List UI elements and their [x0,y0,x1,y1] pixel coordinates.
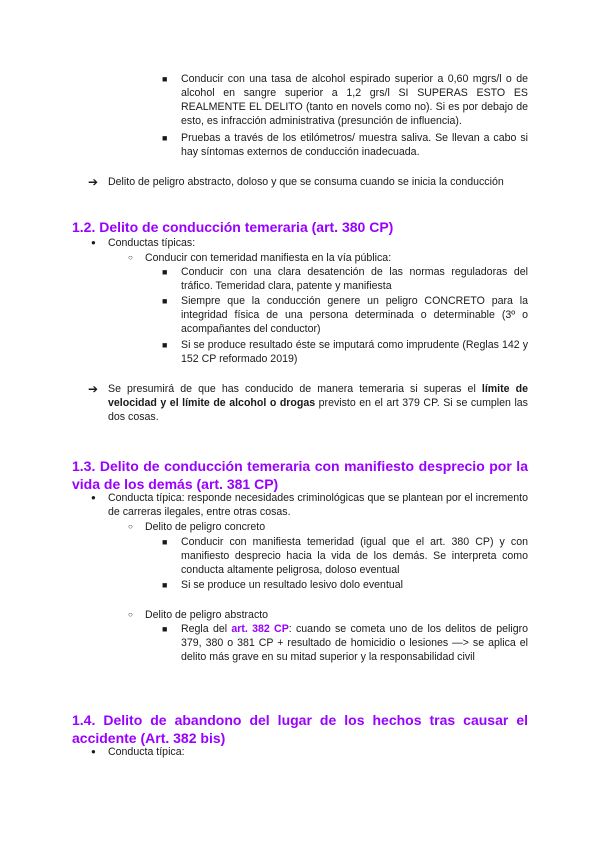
square-bullet-icon: ■ [162,267,168,277]
conducta-tipica-381: Conducta típica: responde necesidades criminológicas que se plantean por el incremento de carreras ilegales, entre otras cosas. [108,492,528,518]
circle-bullet-icon: ○ [128,522,133,531]
sub-temeridad: Conducir con temeridad manifiesta en la vía pública: [145,252,392,264]
list-item-alcohol-rate: Conducir con una tasa de alcohol espirado superior a 0,60 mgrs/l o de alcohol en sangre superior a 1,2 grs/l SI SUPERAS ESTO ES REALMENTE EL DELITO (tanto en novels como no). Si es por debajo de esto, es infracción administrativa (presunción de influencia). [181,73,528,127]
disc-bullet-icon: ● [91,238,96,247]
square-bullet-icon: ■ [162,624,168,634]
list-item-peligro-concreto: Siempre que la conducción genere un peligro CONCRETO para la integridad física de una persona determinada o determinable (3º o acompañantes del conductor) [181,295,528,335]
square-bullet-icon: ■ [162,74,168,84]
article-382-reference: art. 382 CP [231,623,289,635]
heading-1-3: 1.3. Delito de conducción temeraria con manifiesto desprecio por la vida de los demás (art. 381 CP) [72,458,528,492]
disc-bullet-icon: ● [91,493,96,502]
square-bullet-icon: ■ [162,296,168,306]
heading-1-4: 1.4. Delito de abandono del lugar de los hechos tras causar el accidente (Art. 382 bis) [72,712,528,746]
conducta-tipica-382bis: Conducta típica: [108,746,185,758]
arrow-bullet-icon: ➔ [88,382,99,396]
list-item-regla-382: Regla del art. 382 CP: cuando se cometa uno de los delitos de peligro 379, 380 o 381 CP + resultado de homicidio o lesiones —> se aplica el delito más grave en su mitad superior y la responsabilidad civil [181,623,529,663]
note-abstract-danger: Delito de peligro abstracto, doloso y que se consuma cuando se inicia la conducción [108,176,504,188]
list-item-resultado-lesivo: Si se produce un resultado lesivo dolo eventual [181,579,404,591]
square-bullet-icon: ■ [162,340,168,350]
heading-1-2: 1.2. Delito de conducción temeraria (art. 380 CP) [72,219,394,235]
list-item-tests: Pruebas a través de los etilómetros/ muestra saliva. Se llevan a cabo si hay síntomas externos de conducción inadecuada. [181,132,528,158]
circle-bullet-icon: ○ [128,253,133,262]
square-bullet-icon: ■ [162,133,168,143]
list-item-desprecio: Conducir con manifiesta temeridad (igual que el art. 380 CP) y con manifiesto desprecio hacia la vida de los demás. Se interpreta como conducta altamente peligrosa, doloso eventual [181,536,528,576]
list-item-desatencion: Conducir con una clara desatención de las normas reguladoras del tráfico. Temeridad clara, patente y manifiesta [181,266,528,292]
note-presumption: Se presumirá de que has conducido de manera temeraria si superas el límite de velocidad y el límite de alcohol o drogas previsto en el art 379 CP. Si se cumplen las dos cosas. [108,383,528,423]
sub-peligro-abstracto: Delito de peligro abstracto [145,609,269,621]
square-bullet-icon: ■ [162,537,168,547]
sub-peligro-concreto: Delito de peligro concreto [145,521,266,533]
list-item-imprudente: Si se produce resultado éste se imputará como imprudente (Reglas 142 y 152 CP reformado 2019) [181,339,528,365]
circle-bullet-icon: ○ [128,610,133,619]
disc-bullet-icon: ● [91,747,96,756]
conductas-tipicas-label: Conductas típicas: [108,237,196,249]
square-bullet-icon: ■ [162,580,168,590]
arrow-bullet-icon: ➔ [88,175,99,189]
